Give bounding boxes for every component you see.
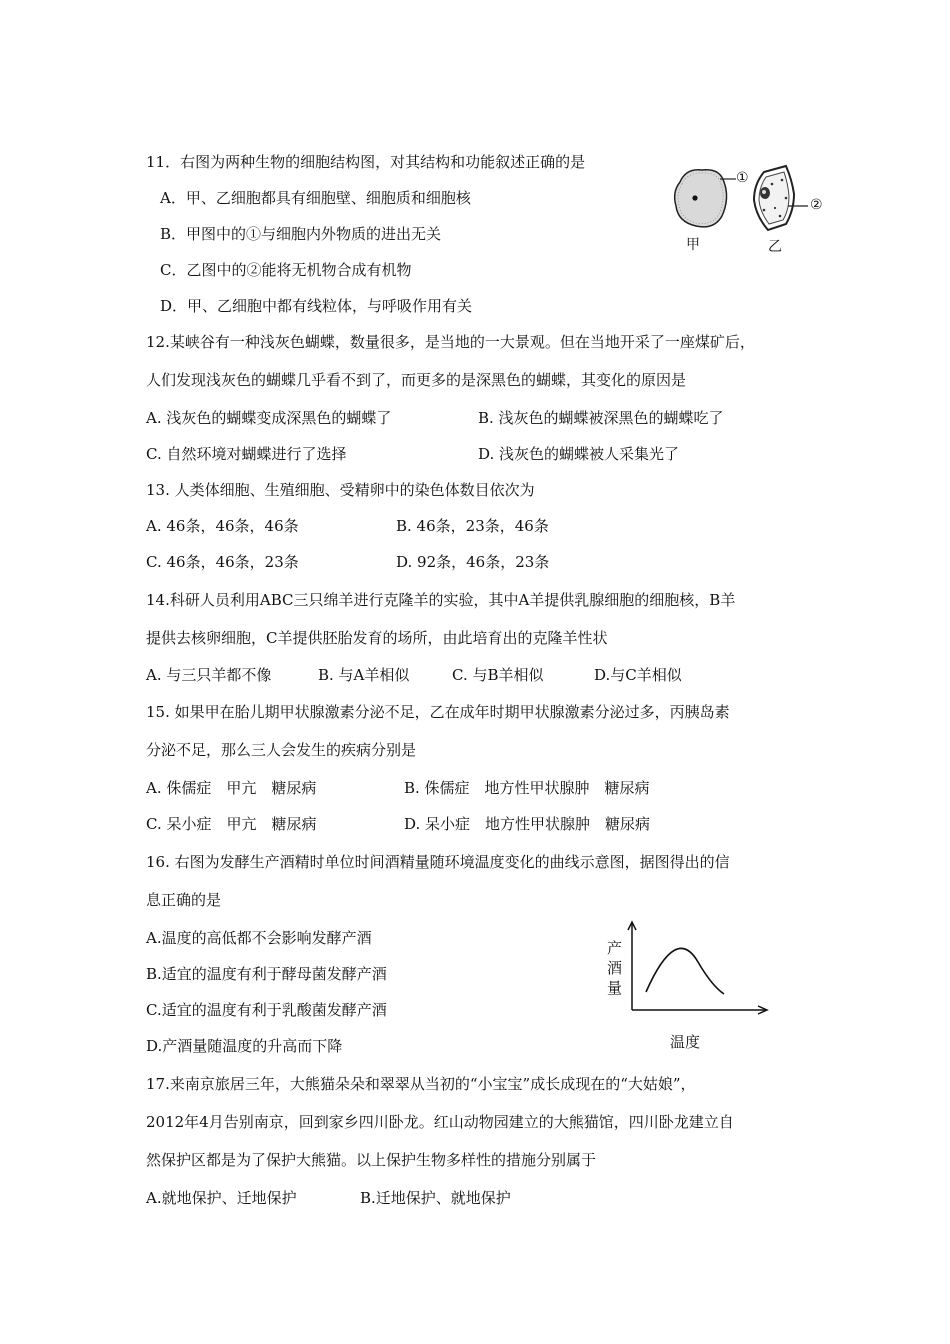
- q13-option-d: D. 92条，46条，23条: [396, 553, 550, 571]
- q11-option-d: D．甲、乙细胞中都有线粒体，与呼吸作用有关: [160, 297, 473, 315]
- q13-stem: 13. 人类体细胞、生殖细胞、受精卵中的染色体数目依次为: [146, 481, 535, 499]
- graph-y-label: 产酒量: [607, 939, 623, 997]
- animal-cell-shape: [675, 170, 727, 227]
- q15-option-d: D. 呆小症 地方性甲状腺肿 糖尿病: [404, 815, 651, 833]
- q11-option-b: B．甲图中的①与细胞内外物质的进出无关: [160, 225, 442, 243]
- fermentation-graph: [604, 918, 774, 1058]
- figure-marker-1: ①: [736, 170, 749, 186]
- q12-option-c: C. 自然环境对蝴蝶进行了选择: [146, 445, 347, 463]
- q17-stem-line3: 然保护区都是为了保护大熊猫。以上保护生物多样性的措施分别属于: [146, 1151, 597, 1169]
- q16-option-b: B.适宜的温度有利于酵母菌发酵产酒: [146, 965, 387, 983]
- figure-label-yi: 乙: [768, 239, 782, 255]
- fermentation-curve-svg: [604, 918, 774, 1018]
- graph-x-label: 温度: [670, 1033, 701, 1051]
- q14-option-b: B. 与A羊相似: [318, 666, 410, 684]
- q12-stem-line2: 人们发现浅灰色的蝴蝶几乎看不到了，而更多的是深黑色的蝴蝶，其变化的原因是: [146, 371, 687, 389]
- figure-label-jia: 甲: [686, 237, 700, 253]
- q12-stem-line1: 12.某峡谷有一种浅灰色蝴蝶，数量很多，是当地的一大景观。但在当地开采了一座煤矿后，: [146, 333, 755, 351]
- q14-option-a: A. 与三只羊都不像: [146, 666, 272, 684]
- q17-option-a: A.就地保护、迁地保护: [146, 1189, 297, 1207]
- q17-stem-line1: 17.来南京旅居三年，大熊猫朵朵和翠翠从当初的“小宝宝”成长成现在的“大姑娘”，: [146, 1075, 696, 1093]
- q11-option-c: C．乙图中的②能将无机物合成有机物: [160, 261, 412, 279]
- q16-stem-line2: 息正确的是: [146, 891, 222, 909]
- q12-option-d: D. 浅灰色的蝴蝶被人采集光了: [478, 445, 680, 463]
- q15-option-b: B. 侏儒症 地方性甲状腺肿 糖尿病: [404, 779, 650, 797]
- q16-option-d: D.产酒量随温度的升高而下降: [146, 1037, 343, 1055]
- q14-option-c: C. 与B羊相似: [452, 666, 544, 684]
- q12-option-b: B. 浅灰色的蝴蝶被深黑色的蝴蝶吃了: [478, 409, 724, 427]
- q16-option-a: A.温度的高低都不会影响发酵产酒: [146, 929, 372, 947]
- q15-stem-line1: 15. 如果甲在胎儿期甲状腺激素分泌不足，乙在成年时期甲状腺激素分泌过多，丙胰岛素: [146, 703, 730, 721]
- q16-option-c: C.适宜的温度有利于乳酸菌发酵产酒: [146, 1001, 387, 1019]
- q13-option-b: B. 46条，23条，46条: [396, 517, 549, 535]
- q17-stem-line2: 2012年4月告别南京，回到家乡四川卧龙。红山动物园建立的大熊猫馆，四川卧龙建立自: [146, 1113, 734, 1131]
- q13-option-a: A. 46条，46条，46条: [146, 517, 299, 535]
- fermentation-curve: [646, 948, 724, 994]
- q13-option-c: C. 46条，46条，23条: [146, 553, 299, 571]
- q14-option-d: D.与C羊相似: [594, 666, 682, 684]
- animal-nucleus: [692, 195, 697, 200]
- q15-stem-line2: 分泌不足，那么三人会发生的疾病分别是: [146, 741, 417, 759]
- q16-stem-line1: 16. 右图为发酵生产酒精时单位时间酒精量随环境温度变化的曲线示意图，据图得出的信: [146, 853, 730, 871]
- q17-option-b: B.迁地保护、就地保护: [360, 1189, 511, 1207]
- q12-option-a: A. 浅灰色的蝴蝶变成深黑色的蝴蝶了: [146, 409, 392, 427]
- q15-option-c: C. 呆小症 甲亢 糖尿病: [146, 815, 317, 833]
- q11-option-a: A．甲、乙细胞都具有细胞壁、细胞质和细胞核: [160, 189, 471, 207]
- q14-stem-line1: 14.科研人员利用ABC三只绵羊进行克隆羊的实验，其中A羊提供乳腺细胞的细胞核，B羊: [146, 591, 736, 609]
- cell-structure-figure: [668, 160, 848, 260]
- q15-option-a: A. 侏儒症 甲亢 糖尿病: [146, 779, 317, 797]
- q11-stem: 11．右图为两种生物的细胞结构图，对其结构和功能叙述正确的是: [146, 153, 586, 171]
- q14-stem-line2: 提供去核卵细胞，C羊提供胚胎发育的场所，由此培育出的克隆羊性状: [146, 629, 608, 647]
- figure-marker-2: ②: [810, 197, 823, 213]
